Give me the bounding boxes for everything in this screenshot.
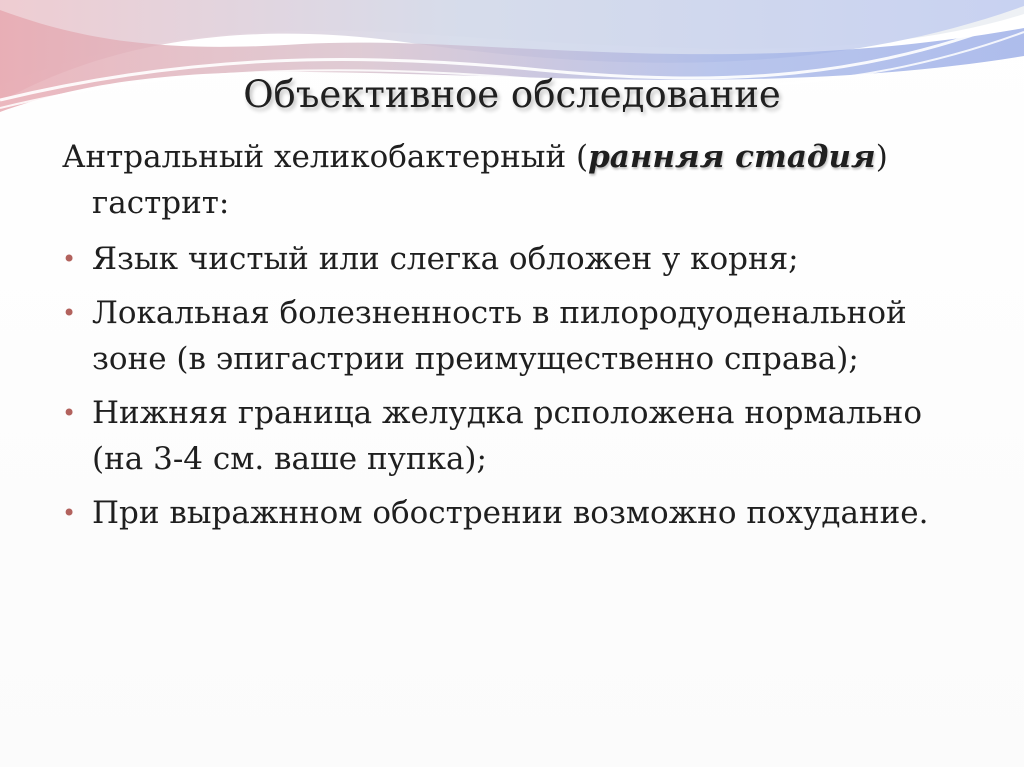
bullet-icon: • xyxy=(62,299,77,327)
emphasized-stage-text: ранняя стадия xyxy=(588,139,876,175)
slide-title: Объективное обследование xyxy=(243,73,781,116)
findings-list xyxy=(62,236,962,536)
finding-item-3 xyxy=(62,390,962,482)
slide-content xyxy=(62,134,962,544)
finding-item-1 xyxy=(62,236,962,282)
finding-text-4: При выражнном обострении возможно похудание. xyxy=(92,495,929,531)
finding-item-2 xyxy=(62,290,962,382)
finding-text-2: Локальная болезненность в пилородуоденальной зоне (в эпигастрии преимущественно справа); xyxy=(92,295,907,377)
finding-text-3: Нижняя граница желудка рсположена нормально (на 3-4 см. ваше пупка); xyxy=(92,395,923,477)
intro-text-end: ) гастрит: xyxy=(92,139,888,221)
finding-item-4 xyxy=(62,490,962,536)
intro-paragraph xyxy=(62,134,962,226)
decorative-wave-banner xyxy=(0,0,1024,140)
bullet-icon: • xyxy=(62,245,77,273)
finding-text-1: Язык чистый или слегка обложен у корня; xyxy=(92,241,799,277)
bullet-icon: • xyxy=(62,499,77,527)
intro-text-start: Антральный хеликобактерный ( xyxy=(62,139,589,175)
bullet-icon: • xyxy=(62,399,77,427)
